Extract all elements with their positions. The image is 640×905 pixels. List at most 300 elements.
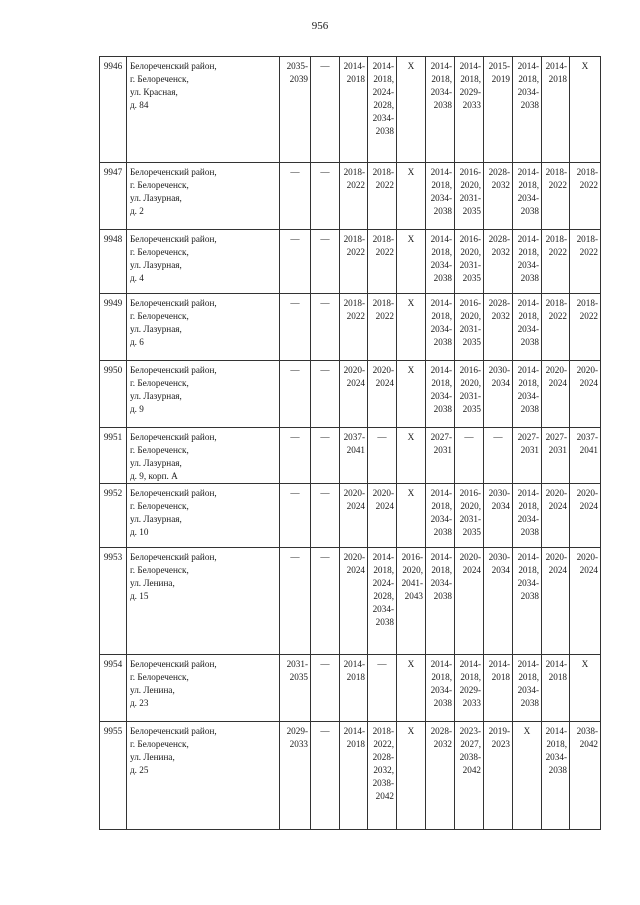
period-line: 2029-: [286, 726, 308, 736]
period-line: 2022: [375, 311, 394, 321]
period-line: 2038-: [372, 778, 394, 788]
table-row: [100, 57, 601, 163]
period-line: 2042: [462, 765, 481, 775]
period-line: 2014-: [430, 61, 452, 71]
period-line: —: [320, 298, 330, 308]
period-cell: [340, 548, 368, 655]
row-number: 9954: [100, 655, 127, 722]
period-line: 2033: [462, 698, 481, 708]
period-line: 2024-: [372, 578, 394, 588]
period-line: 2035-: [286, 61, 308, 71]
period-line: 2034-: [430, 391, 452, 401]
period-line: 2014-: [343, 61, 365, 71]
period-line: 2034-: [430, 324, 452, 334]
address-line: Белореченский район,: [130, 552, 217, 562]
period-cell: [484, 361, 513, 428]
period-cell: [397, 548, 426, 655]
address-line: Белореченский район,: [130, 726, 217, 736]
period-cell: [280, 361, 311, 428]
address-line: д. 9, корп. А: [130, 471, 178, 481]
table-row: [100, 655, 601, 722]
period-line: Х: [407, 234, 415, 244]
period-line: 2024: [548, 501, 567, 511]
period-cell: [311, 294, 340, 361]
period-cell: [455, 655, 484, 722]
period-cell: [513, 361, 542, 428]
period-line: 2028,: [373, 591, 394, 601]
period-cell: [311, 163, 340, 230]
period-line: —: [290, 365, 300, 375]
period-cell: [368, 230, 397, 294]
period-line: 2018,: [460, 74, 481, 84]
period-line: 2038: [520, 273, 539, 283]
address-line: г. Белореченск,: [130, 672, 189, 682]
period-line: 2035: [462, 404, 481, 414]
period-cell: [340, 57, 368, 163]
period-line: 2020,: [460, 501, 481, 511]
period-line: 2037-: [576, 432, 598, 442]
period-line: —: [320, 167, 330, 177]
period-line: 2024: [346, 565, 365, 575]
period-line: 2034-: [517, 685, 539, 695]
period-line: 2041-: [401, 578, 423, 588]
table-row: [100, 428, 601, 484]
period-cell: [280, 722, 311, 830]
period-cell: [570, 230, 601, 294]
period-cell: [455, 163, 484, 230]
period-line: 2020-: [343, 365, 365, 375]
period-line: 2032,: [373, 765, 394, 775]
period-line: 2014-: [517, 659, 539, 669]
period-cell: [542, 230, 570, 294]
period-line: 2022: [579, 311, 598, 321]
period-line: 2029-: [459, 87, 481, 97]
period-line: 2034: [491, 501, 510, 511]
period-line: Х: [407, 488, 415, 498]
address-line: ул. Лазурная,: [130, 193, 182, 203]
period-line: 2020,: [460, 311, 481, 321]
period-cell: [513, 57, 542, 163]
period-line: 2018,: [518, 311, 539, 321]
period-line: 2018,: [518, 378, 539, 388]
period-line: 2034-: [430, 260, 452, 270]
period-line: 2027-: [545, 432, 567, 442]
period-line: —: [290, 167, 300, 177]
period-cell: [340, 722, 368, 830]
period-line: 2018-: [372, 726, 394, 736]
period-cell: [368, 428, 397, 484]
period-line: 2034-: [517, 260, 539, 270]
period-cell: [455, 722, 484, 830]
address-line: д. 25: [130, 765, 149, 775]
period-cell: [340, 230, 368, 294]
period-line: 2038: [433, 337, 452, 347]
address-line: г. Белореченск,: [130, 565, 189, 575]
period-line: 2031-: [459, 391, 481, 401]
period-line: 2038: [520, 527, 539, 537]
address-cell: [127, 428, 280, 484]
period-cell: [397, 484, 426, 548]
period-cell: [368, 548, 397, 655]
period-line: 2019: [491, 74, 510, 84]
period-line: 2035: [289, 672, 308, 682]
period-line: 2018,: [431, 501, 452, 511]
period-line: 2014-: [459, 61, 481, 71]
period-line: 2034: [491, 565, 510, 575]
period-line: 2034-: [517, 514, 539, 524]
period-line: 2022: [346, 247, 365, 257]
table-row: [100, 548, 601, 655]
period-line: 2022: [548, 311, 567, 321]
period-line: 2014-: [459, 659, 481, 669]
period-line: 2032: [491, 180, 510, 190]
period-line: —: [290, 552, 300, 562]
period-line: 2027-: [517, 432, 539, 442]
period-line: 2024: [579, 378, 598, 388]
address-line: ул. Лазурная,: [130, 514, 182, 524]
period-line: —: [290, 488, 300, 498]
period-line: 2031: [520, 445, 539, 455]
period-line: 2020-: [576, 552, 598, 562]
period-cell: [280, 230, 311, 294]
period-cell: [513, 428, 542, 484]
period-line: —: [320, 552, 330, 562]
period-cell: [368, 655, 397, 722]
period-line: 2028-: [488, 234, 510, 244]
table-row: [100, 722, 601, 830]
address-cell: [127, 163, 280, 230]
period-cell: [484, 484, 513, 548]
period-line: 2038-: [459, 752, 481, 762]
period-line: 2018-: [343, 234, 365, 244]
period-line: 2020,: [402, 565, 423, 575]
period-cell: [368, 57, 397, 163]
period-line: 2032: [491, 247, 510, 257]
period-cell: [426, 361, 455, 428]
period-line: 2018,: [518, 501, 539, 511]
period-cell: [542, 428, 570, 484]
period-line: 2014-: [430, 234, 452, 244]
period-line: 2014-: [545, 659, 567, 669]
period-cell: [542, 361, 570, 428]
period-line: 2031-: [459, 193, 481, 203]
table-row: [100, 230, 601, 294]
period-line: 2042: [375, 791, 394, 801]
period-line: 2038: [433, 527, 452, 537]
period-line: 2031-: [459, 324, 481, 334]
period-line: 2024-: [372, 87, 394, 97]
period-line: 2038: [375, 126, 394, 136]
period-line: 2034-: [545, 752, 567, 762]
period-cell: [455, 57, 484, 163]
period-cell: [426, 428, 455, 484]
period-line: 2038: [433, 404, 452, 414]
period-line: 2038: [520, 591, 539, 601]
period-line: 2015-: [488, 61, 510, 71]
period-line: 2016-: [401, 552, 423, 562]
period-line: 2018,: [431, 565, 452, 575]
address-line: Белореченский район,: [130, 432, 217, 442]
period-line: 2022: [548, 180, 567, 190]
period-cell: [397, 163, 426, 230]
period-line: 2014-: [430, 488, 452, 498]
table-row: [100, 294, 601, 361]
period-line: 2014-: [517, 488, 539, 498]
period-line: 2018,: [431, 378, 452, 388]
period-cell: [368, 163, 397, 230]
period-line: 2020,: [460, 378, 481, 388]
period-line: 2034-: [430, 193, 452, 203]
period-cell: [426, 57, 455, 163]
period-line: —: [320, 726, 330, 736]
period-cell: [340, 361, 368, 428]
period-line: 2018: [346, 739, 365, 749]
address-line: г. Белореченск,: [130, 501, 189, 511]
period-line: 2018,: [431, 74, 452, 84]
period-cell: [397, 294, 426, 361]
period-cell: [397, 428, 426, 484]
period-line: 2034-: [430, 685, 452, 695]
period-cell: [570, 57, 601, 163]
period-cell: [570, 163, 601, 230]
period-line: 2020-: [545, 552, 567, 562]
period-cell: [311, 655, 340, 722]
period-line: 2030-: [488, 488, 510, 498]
period-line: 2033: [462, 100, 481, 110]
period-line: 2038-: [576, 726, 598, 736]
address-line: д. 15: [130, 591, 149, 601]
period-line: 2018: [346, 672, 365, 682]
period-line: 2018,: [460, 672, 481, 682]
period-line: 2020,: [460, 180, 481, 190]
period-line: 2037-: [343, 432, 365, 442]
period-line: 2018-: [576, 298, 598, 308]
period-cell: [426, 722, 455, 830]
period-line: 2014-: [430, 552, 452, 562]
address-line: ул. Ленина,: [130, 752, 175, 762]
period-line: 2014-: [488, 659, 510, 669]
period-line: 2016-: [459, 298, 481, 308]
address-cell: [127, 655, 280, 722]
period-line: Х: [581, 659, 589, 669]
period-line: 2018,: [431, 311, 452, 321]
period-line: —: [320, 234, 330, 244]
period-cell: [368, 484, 397, 548]
period-line: 2028-: [430, 726, 452, 736]
period-line: 2018,: [518, 672, 539, 682]
period-line: 2034-: [517, 87, 539, 97]
period-line: 2018,: [373, 74, 394, 84]
period-cell: [513, 655, 542, 722]
period-cell: [570, 655, 601, 722]
period-line: 2034-: [517, 324, 539, 334]
period-line: 2030-: [488, 365, 510, 375]
period-line: —: [320, 432, 330, 442]
period-line: 2018-: [343, 167, 365, 177]
schedule-table: [99, 56, 601, 830]
period-line: 2031: [433, 445, 452, 455]
period-cell: [397, 655, 426, 722]
period-line: 2018,: [518, 247, 539, 257]
period-cell: [397, 57, 426, 163]
period-cell: [513, 548, 542, 655]
period-line: 2024: [548, 565, 567, 575]
period-cell: [340, 294, 368, 361]
period-cell: [426, 548, 455, 655]
period-line: 2038: [520, 100, 539, 110]
period-cell: [570, 294, 601, 361]
row-number: 9947: [100, 163, 127, 230]
period-line: 2035: [462, 273, 481, 283]
period-line: 2024: [548, 378, 567, 388]
period-cell: [455, 294, 484, 361]
period-cell: [426, 484, 455, 548]
period-line: 2014-: [517, 298, 539, 308]
period-cell: [455, 230, 484, 294]
period-cell: [311, 484, 340, 548]
period-line: 2034-: [517, 193, 539, 203]
period-line: 2014-: [372, 61, 394, 71]
period-line: 2018: [491, 672, 510, 682]
address-cell: [127, 57, 280, 163]
period-line: —: [290, 234, 300, 244]
period-line: 2018-: [372, 234, 394, 244]
address-cell: [127, 294, 280, 361]
address-line: Белореченский район,: [130, 234, 217, 244]
address-line: Белореченский район,: [130, 488, 217, 498]
address-line: д. 2: [130, 206, 144, 216]
period-line: —: [290, 432, 300, 442]
period-line: 2014-: [430, 659, 452, 669]
period-cell: [280, 655, 311, 722]
period-cell: [513, 294, 542, 361]
period-line: 2034-: [430, 578, 452, 588]
period-cell: [542, 722, 570, 830]
period-cell: [426, 230, 455, 294]
period-line: 2018,: [431, 672, 452, 682]
address-line: г. Белореченск,: [130, 739, 189, 749]
address-line: г. Белореченск,: [130, 445, 189, 455]
period-line: 2024: [346, 501, 365, 511]
period-line: —: [377, 659, 387, 669]
period-line: Х: [407, 167, 415, 177]
period-line: 2018-: [343, 298, 365, 308]
period-cell: [340, 428, 368, 484]
period-line: 2014-: [545, 726, 567, 736]
period-line: 2041: [579, 445, 598, 455]
period-cell: [455, 428, 484, 484]
period-line: 2016-: [459, 167, 481, 177]
period-line: 2020-: [545, 488, 567, 498]
period-line: 2018,: [431, 180, 452, 190]
period-cell: [426, 163, 455, 230]
period-line: 2028,: [373, 100, 394, 110]
address-line: г. Белореченск,: [130, 378, 189, 388]
period-line: 2014-: [430, 365, 452, 375]
period-line: 2024: [579, 565, 598, 575]
period-line: 2038: [520, 698, 539, 708]
period-line: 2014-: [430, 167, 452, 177]
period-line: Х: [581, 61, 589, 71]
period-cell: [484, 230, 513, 294]
period-line: 2038: [375, 617, 394, 627]
period-line: 2031-: [459, 514, 481, 524]
period-cell: [455, 548, 484, 655]
period-line: 2038: [433, 206, 452, 216]
period-line: 2018-: [545, 234, 567, 244]
period-line: —: [464, 432, 474, 442]
period-line: 2032: [491, 311, 510, 321]
period-cell: [280, 163, 311, 230]
period-cell: [542, 484, 570, 548]
period-line: 2038: [520, 337, 539, 347]
address-line: ул. Лазурная,: [130, 324, 182, 334]
row-number: 9952: [100, 484, 127, 548]
row-number: 9950: [100, 361, 127, 428]
address-line: д. 9: [130, 404, 144, 414]
period-line: 2014-: [545, 61, 567, 71]
period-cell: [542, 57, 570, 163]
period-cell: [484, 548, 513, 655]
address-line: г. Белореченск,: [130, 247, 189, 257]
period-line: 2038: [520, 206, 539, 216]
period-line: 2018,: [373, 565, 394, 575]
row-number: 9955: [100, 722, 127, 830]
period-cell: [570, 484, 601, 548]
table-row: [100, 163, 601, 230]
row-number: 9949: [100, 294, 127, 361]
period-line: 2020-: [576, 488, 598, 498]
period-cell: [542, 294, 570, 361]
period-line: 2035: [462, 527, 481, 537]
period-cell: [570, 722, 601, 830]
period-line: 2024: [579, 501, 598, 511]
period-cell: [426, 655, 455, 722]
address-line: ул. Лазурная,: [130, 458, 182, 468]
period-line: —: [377, 432, 387, 442]
period-cell: [484, 57, 513, 163]
period-line: —: [320, 488, 330, 498]
period-line: 2018,: [518, 180, 539, 190]
period-line: 2020-: [459, 552, 481, 562]
period-line: 2018: [346, 74, 365, 84]
period-cell: [280, 428, 311, 484]
period-line: 2022: [375, 180, 394, 190]
period-line: Х: [407, 365, 415, 375]
address-line: Белореченский район,: [130, 167, 217, 177]
period-cell: [311, 361, 340, 428]
period-line: 2020-: [343, 488, 365, 498]
address-cell: [127, 361, 280, 428]
period-line: 2030-: [488, 552, 510, 562]
period-line: 2020-: [372, 488, 394, 498]
period-cell: [368, 722, 397, 830]
period-cell: [397, 722, 426, 830]
period-line: 2022,: [373, 739, 394, 749]
period-line: 2038: [433, 100, 452, 110]
period-line: 2038: [433, 273, 452, 283]
period-line: 2020,: [460, 247, 481, 257]
period-line: 2023: [491, 739, 510, 749]
period-line: 2014-: [343, 659, 365, 669]
address-line: Белореченский район,: [130, 365, 217, 375]
period-line: 2014-: [343, 726, 365, 736]
period-line: 2014-: [517, 167, 539, 177]
period-line: 2028-: [372, 752, 394, 762]
table-row: [100, 484, 601, 548]
period-cell: [513, 722, 542, 830]
period-line: 2016-: [459, 365, 481, 375]
